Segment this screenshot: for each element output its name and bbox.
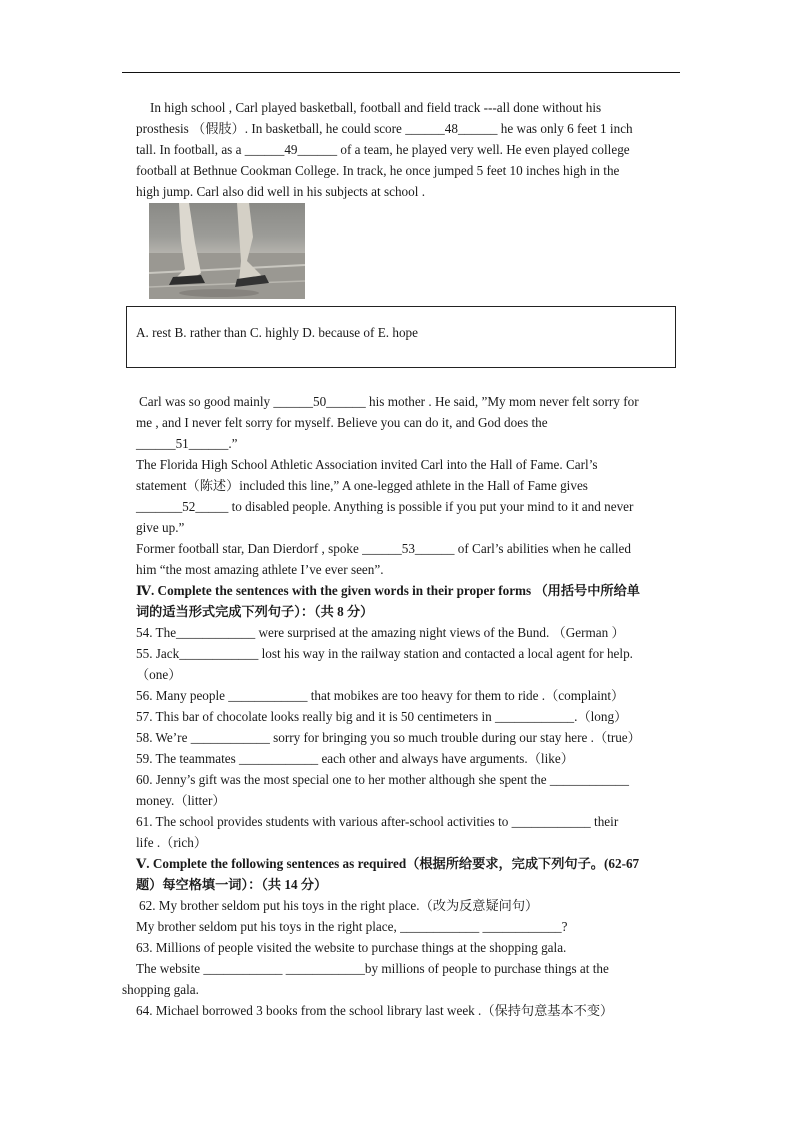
question-line: 61. The school provides students with various after-school activities to ____________ their [136,814,619,829]
question-line: 54. The____________ were surprised at the amazing night views of the Bund. （German ） [136,625,625,640]
passage-line: high jump. Carl also did well in his subjects at school . [136,184,425,199]
passage-line: give up.” [136,520,185,535]
passage-line: The Florida High School Athletic Association invited Carl into the Hall of Fame. Carl’s [136,457,598,472]
passage-line: statement（陈述）included this line,” A one-legged athlete in the Hall of Fame gives [136,478,588,493]
question-line: life .（rich） [136,835,208,850]
passage-line: _______52_____ to disabled people. Anything is possible if you put your mind to it and never [136,499,634,514]
passage-line: me , and I never felt sorry for myself. Believe you can do it, and God does the [136,415,548,430]
passage-line: football at Bethnue Cookman College. In track, he once jumped 5 feet 10 inches high in the [136,163,620,178]
section-heading: Ⅴ. Complete the following sentences as required（根据所给要求，完成下列句子。(62-67 [136,856,640,871]
question-line: The website ____________ ____________by millions of people to purchase things at the [136,961,609,976]
question-line: （one） [136,667,182,682]
passage-line: ______51______.” [136,436,238,451]
question-line: 64. Michael borrowed 3 books from the school library last week .（保持句意基本不变） [136,1003,614,1018]
question-line: shopping gala. [122,982,199,997]
options-list: A. rest B. rather than C. highly D. because of E. hope [136,325,418,340]
question-line: 62. My brother seldom put his toys in the right place.（改为反意疑问句） [139,898,539,913]
section-heading: Ⅳ. Complete the sentences with the given words in their proper forms （用括号中所给单 [136,583,640,598]
header-rule [122,72,680,73]
runner-photo [149,203,305,299]
question-line: 60. Jenny’s gift was the most special one to her mother although she spent the ____________ [136,772,629,787]
question-line: 63. Millions of people visited the website to purchase things at the shopping gala. [136,940,567,955]
section-heading: 题）每空格填一词）：（共 14 分） [136,877,328,892]
question-line: 56. Many people ____________ that mobikes are too heavy for them to ride .（complaint） [136,688,625,703]
question-line: 57. This bar of chocolate looks really big and it is 50 centimeters in ____________.（long） [136,709,628,724]
section-heading: 词的适当形式完成下列句子）：（共 8 分） [136,604,374,619]
passage-line: him “the most amazing athlete I’ve ever seen”. [136,562,384,577]
question-line: 55. Jack____________ lost his way in the railway station and contacted a local agent for help. [136,646,633,661]
passage-line: Former football star, Dan Dierdorf , spoke ______53______ of Carl’s abilities when he called [136,541,631,556]
question-line: 59. The teammates ____________ each other and always have arguments.（like） [136,751,574,766]
question-line: 58. We’re ____________ sorry for bringing you so much trouble during our stay here .（true） [136,730,641,745]
options-box [126,306,676,368]
passage-line: tall. In football, as a ______49______ of a team, he played very well. He even played college [136,142,630,157]
question-line: money.（litter） [136,793,226,808]
question-line: My brother seldom put his toys in the right place, ____________ ____________? [136,919,568,934]
passage-line: In high school , Carl played basketball, football and field track ---all done without his [150,100,602,115]
passage-line: Carl was so good mainly ______50______ his mother . He said, ”My mom never felt sorry for [139,394,639,409]
passage-line: prosthesis （假肢）. In basketball, he could score ______48______ he was only 6 feet 1 inch [136,121,633,136]
